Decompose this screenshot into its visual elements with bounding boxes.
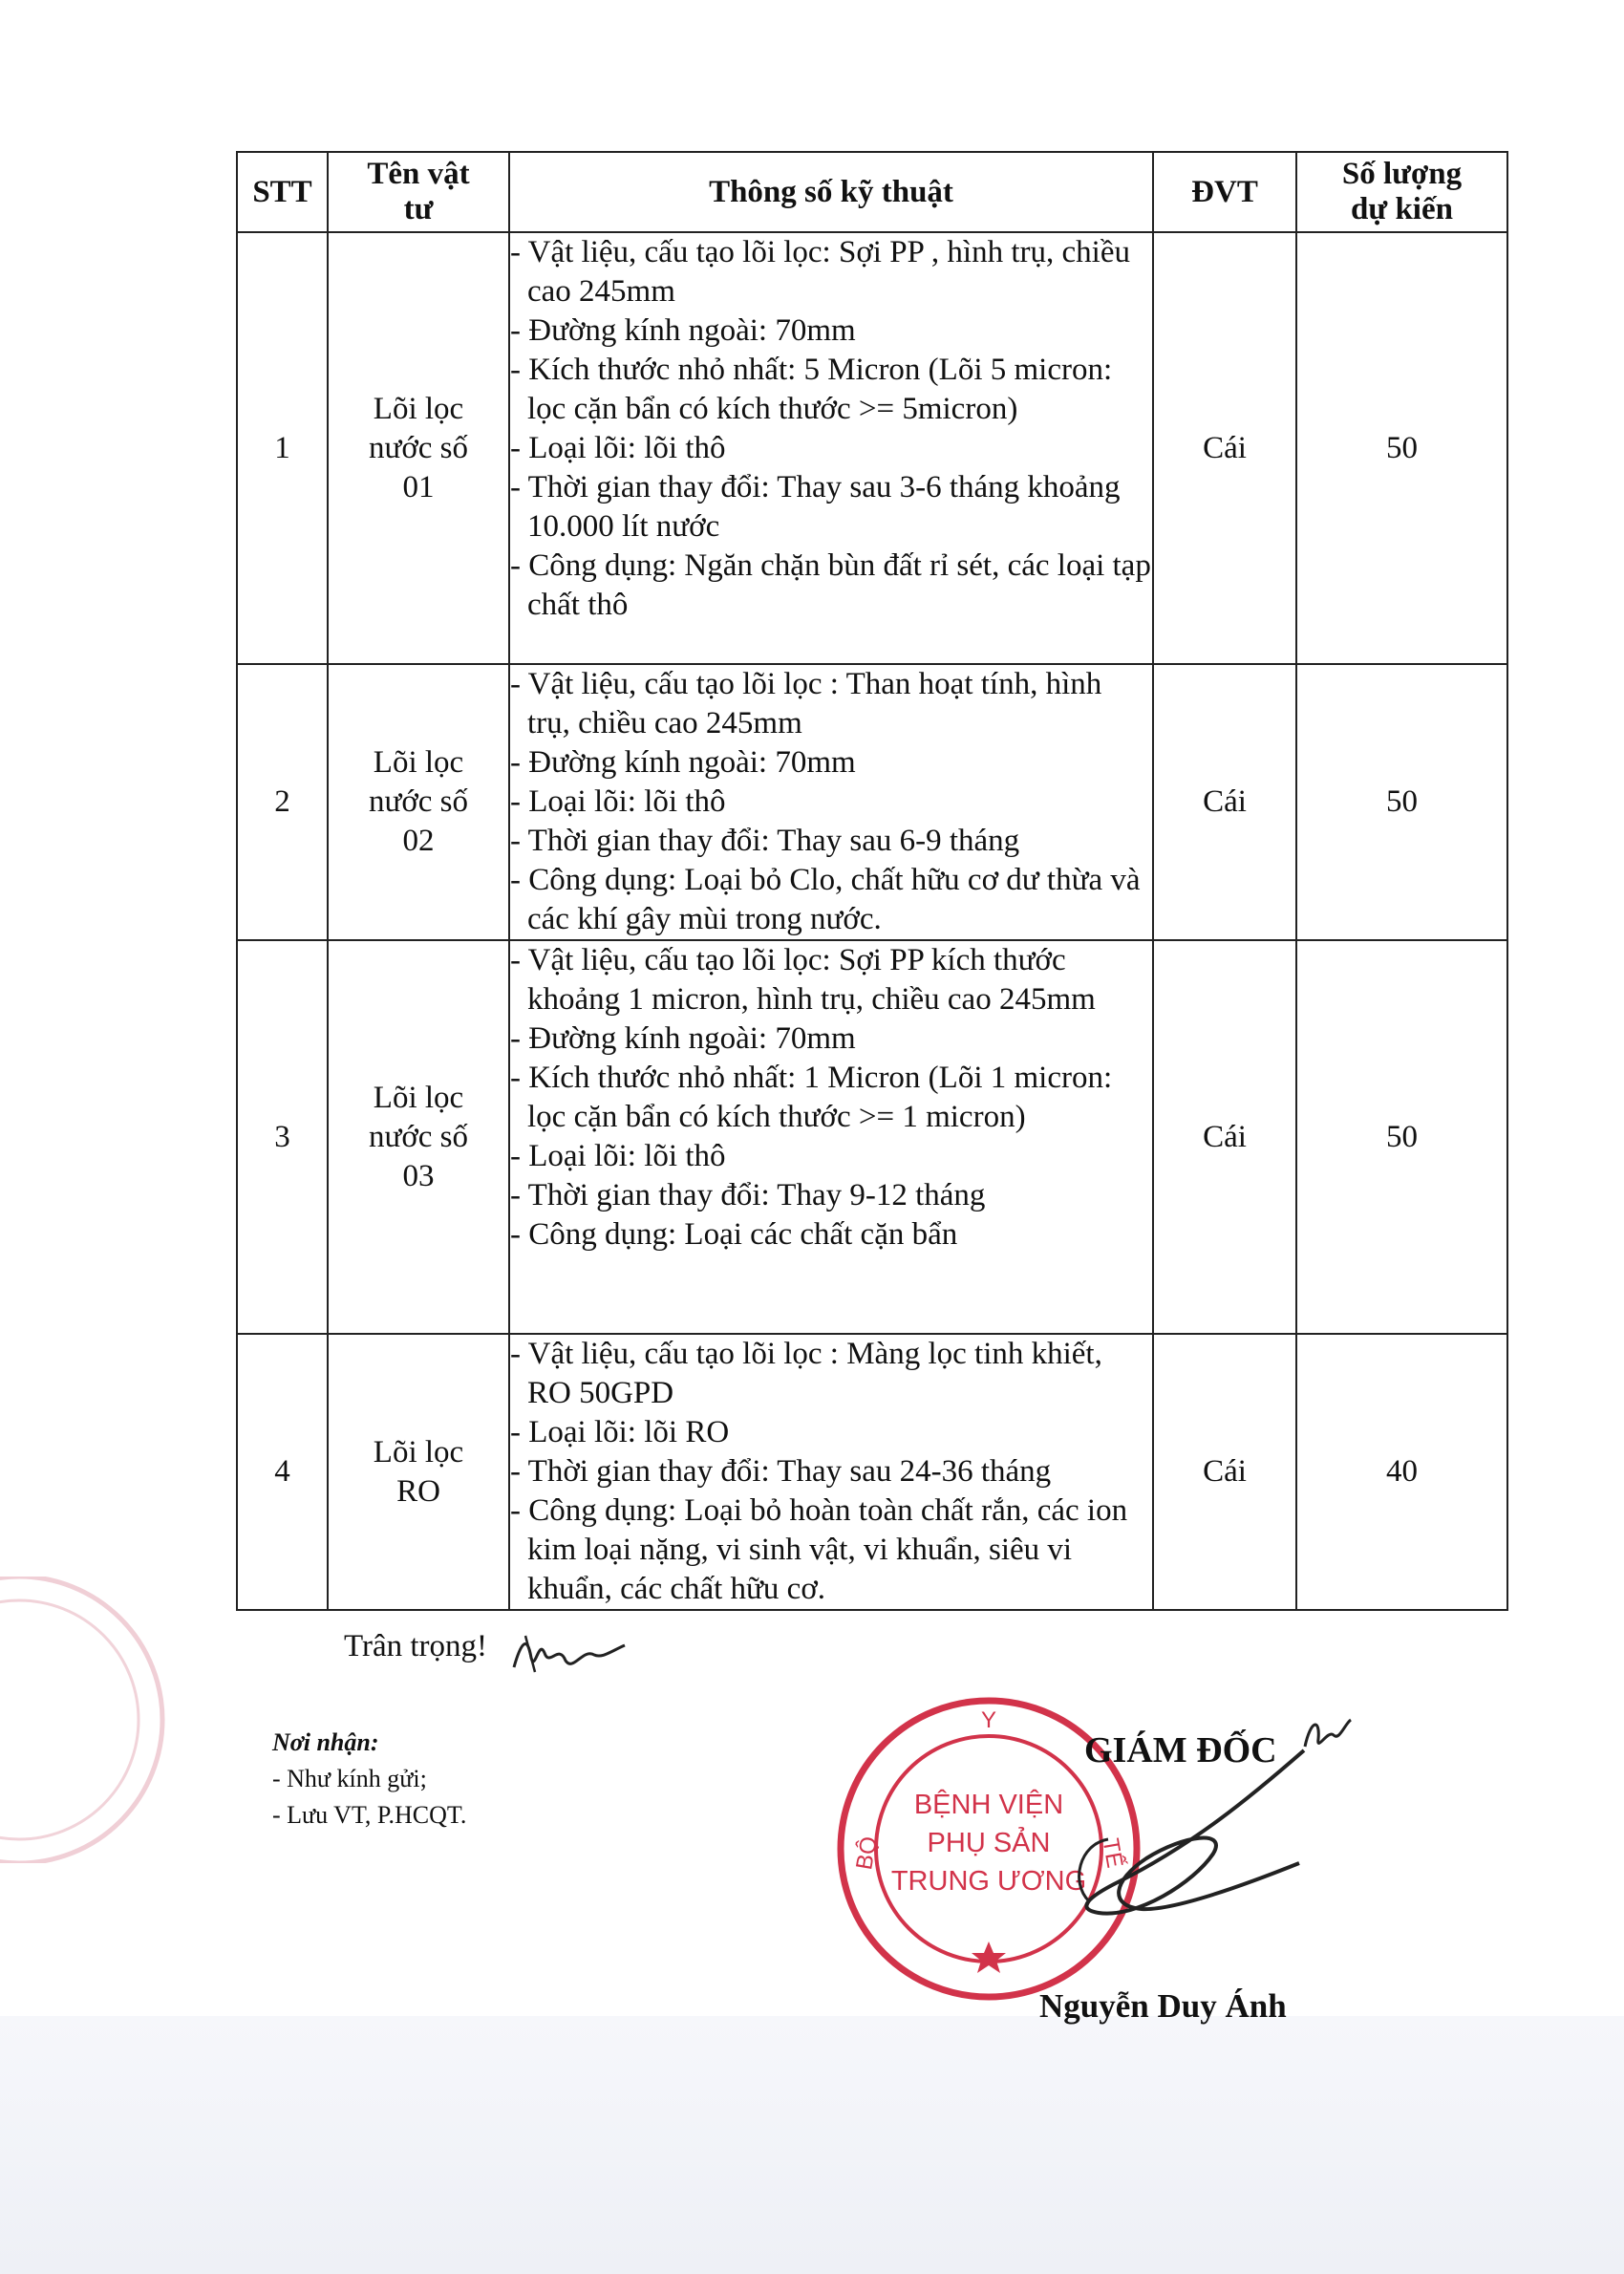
spec-line: - Đường kính ngoài: 70mm xyxy=(510,311,1152,351)
spec-line: - Loại lõi: lõi thô xyxy=(510,429,1152,468)
director-title: GIÁM ĐỐC xyxy=(1084,1730,1277,1770)
spec-line: - Công dụng: Ngăn chặn bùn đất rỉ sét, các loại tạp chất thô xyxy=(510,547,1152,625)
recipient-item: - Lưu VT, P.HCQT. xyxy=(272,1801,467,1829)
spec-line: - Thời gian thay đổi: Thay sau 6-9 tháng xyxy=(510,822,1152,861)
seal-line-3: TRUNG ƯƠNG xyxy=(890,1866,1087,1897)
recipients-block xyxy=(272,1725,466,1834)
table-row xyxy=(237,664,1507,940)
spec-line: - Công dụng: Loại bỏ Clo, chất hữu cơ dư thừa và các khí gây mùi trong nước. xyxy=(510,861,1152,939)
specification-table xyxy=(236,151,1508,1611)
row-quantity: 40 xyxy=(1296,1334,1507,1610)
spec-line: - Vật liệu, cấu tạo lõi lọc : Than hoạt tính, hình trụ, chiều cao 245mm xyxy=(510,665,1152,743)
row-stt: 2 xyxy=(237,664,328,940)
header-stt: STT xyxy=(237,152,328,232)
row-stt: 3 xyxy=(237,940,328,1334)
table-row xyxy=(237,940,1507,1334)
spec-line: - Công dụng: Loại bỏ hoàn toàn chất rắn, các ion kim loại nặng, vi sinh vật, vi khuẩn, siêu vi khuẩn, các chất hữu cơ. xyxy=(510,1491,1152,1609)
director-signature xyxy=(1060,1739,1347,1930)
seal-star-icon xyxy=(972,1941,1006,1973)
spec-line: - Kích thước nhỏ nhất: 1 Micron (Lõi 1 micron: lọc cặn bẩn có kích thước >= 1 micron) xyxy=(510,1059,1152,1137)
row-stt: 1 xyxy=(237,232,328,664)
header-unit: ĐVT xyxy=(1153,152,1296,232)
table-row xyxy=(237,1334,1507,1610)
spec-line: - Vật liệu, cấu tạo lõi lọc: Sợi PP kích thước khoảng 1 micron, hình trụ, chiều cao 245mm xyxy=(510,941,1152,1019)
seal-left-text: BỘ xyxy=(851,1834,883,1872)
row-item-name: Lõi lọc nước số 02 xyxy=(328,664,509,940)
table-header-row xyxy=(237,152,1507,232)
row-stt: 4 xyxy=(237,1334,328,1610)
spec-line: - Loại lõi: lõi RO xyxy=(510,1413,1152,1452)
row-quantity: 50 xyxy=(1296,664,1507,940)
header-specification: Thông số kỹ thuật xyxy=(509,152,1153,232)
recipients-title: Nơi nhận: xyxy=(272,1728,379,1756)
initials-signature xyxy=(506,1624,630,1682)
header-item-name: Tên vật tư xyxy=(328,152,509,232)
spec-line: - Loại lõi: lõi thô xyxy=(510,783,1152,822)
row-specification xyxy=(509,232,1153,664)
spec-line: - Thời gian thay đổi: Thay sau 24-36 tháng xyxy=(510,1452,1152,1491)
recipient-item: - Như kính gửi; xyxy=(272,1765,427,1792)
spec-line: - Công dụng: Loại các chất cặn bẩn xyxy=(510,1215,1152,1255)
row-unit: Cái xyxy=(1153,232,1296,664)
row-quantity: 50 xyxy=(1296,232,1507,664)
partial-seal-watermark xyxy=(0,1577,182,1863)
seal-line-2: PHỤ SẢN xyxy=(927,1828,1051,1858)
row-item-name: Lõi lọc nước số 03 xyxy=(328,940,509,1334)
spec-line: - Loại lõi: lõi thô xyxy=(510,1137,1152,1176)
spec-line: - Thời gian thay đổi: Thay sau 3-6 tháng khoảng 10.000 lít nước xyxy=(510,468,1152,547)
spec-line: - Thời gian thay đổi: Thay 9-12 tháng xyxy=(510,1176,1152,1215)
row-unit: Cái xyxy=(1153,1334,1296,1610)
spec-line: - Vật liệu, cấu tạo lõi lọc : Màng lọc tinh khiết, RO 50GPD xyxy=(510,1335,1152,1413)
row-item-name: Lõi lọc RO xyxy=(328,1334,509,1610)
table-row xyxy=(237,232,1507,664)
seal-line-1: BỆNH VIỆN xyxy=(913,1790,1064,1820)
spec-line: - Đường kính ngoài: 70mm xyxy=(510,1019,1152,1059)
row-item-name: Lõi lọc nước số 01 xyxy=(328,232,509,664)
spec-line: - Vật liệu, cấu tạo lõi lọc: Sợi PP , hình trụ, chiều cao 245mm xyxy=(510,233,1152,311)
row-specification xyxy=(509,1334,1153,1610)
header-quantity: Số lượng dự kiến xyxy=(1296,152,1507,232)
scan-shading xyxy=(0,2016,1624,2274)
spec-line: - Đường kính ngoài: 70mm xyxy=(510,743,1152,783)
row-unit: Cái xyxy=(1153,664,1296,940)
row-unit: Cái xyxy=(1153,940,1296,1334)
row-specification xyxy=(509,664,1153,940)
spec-line: - Kích thước nhỏ nhất: 5 Micron (Lõi 5 micron: lọc cặn bẩn có kích thước >= 5micron) xyxy=(510,351,1152,429)
row-quantity: 50 xyxy=(1296,940,1507,1334)
director-name: Nguyễn Duy Ánh xyxy=(1039,1987,1287,2025)
closing-text: Trân trọng! xyxy=(344,1629,488,1663)
seal-right-text: TẾ xyxy=(1097,1836,1128,1871)
seal-top-letter: Y xyxy=(980,1707,997,1733)
row-specification xyxy=(509,940,1153,1334)
